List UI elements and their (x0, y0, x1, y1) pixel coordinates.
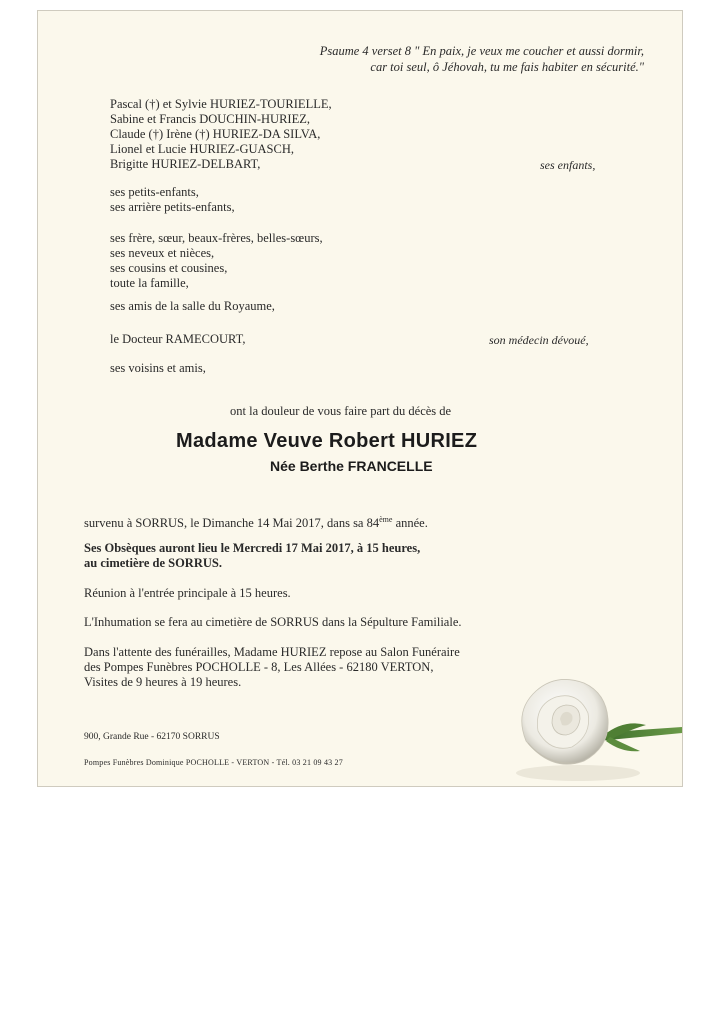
burial-line: L'Inhumation se fera au cimetière de SORRUS dans la Sépulture Familiale. (84, 615, 462, 629)
deceased-name: Madame Veuve Robert HURIEZ (176, 430, 478, 452)
grandchildren-list (110, 185, 235, 215)
rest-line: des Pompes Funèbres POCHOLLE - 8, Les Allées - 62180 VERTON, (84, 660, 434, 674)
friends-line: ses amis de la salle du Royaume, (110, 299, 275, 313)
announcement-line: ont la douleur de vous faire part du décès de (230, 404, 452, 418)
death-text: survenu à SORRUS, le Dimanche 14 Mai 2017, dans sa 84 (84, 516, 380, 531)
grandchildren-line: ses arrière petits-enfants, (110, 200, 235, 214)
funeral-home-footer: Pompes Funèbres Dominique POCHOLLE - VERTON - Tél. 03 21 09 43 27 (84, 758, 343, 767)
child-name: Lionel et Lucie HURIEZ-GUASCH, (110, 142, 294, 156)
child-name: Claude (†) Irène (†) HURIEZ-DA SILVA, (110, 127, 321, 141)
family-line: ses frère, sœur, beaux-frères, belles-sœurs, (110, 231, 323, 245)
family-line: toute la famille, (110, 276, 189, 290)
meeting-line: Réunion à l'entrée principale à 15 heures. (84, 586, 291, 600)
rest-info (84, 645, 460, 690)
psalm-line-2: car toi seul, ô Jéhovah, tu me fais habiter en sécurité." (370, 60, 644, 74)
neighbours-line: ses voisins et amis, (110, 361, 206, 375)
children-role: ses enfants, (540, 158, 596, 172)
death-suffix: année. (392, 516, 428, 531)
obituary-card (37, 10, 683, 787)
child-name: Pascal (†) et Sylvie HURIEZ-TOURIELLE, (110, 97, 332, 111)
family-line: ses cousins et cousines, (110, 261, 228, 275)
doctor-role: son médecin dévoué, (489, 333, 589, 347)
psalm-line-1: Psaume 4 verset 8 " En paix, je veux me coucher et aussi dormir, (319, 44, 644, 58)
funeral-line-2: au cimetière de SORRUS. (84, 556, 222, 570)
address-line: 900, Grande Rue - 62170 SORRUS (84, 732, 220, 742)
rest-line: Visites de 9 heures à 19 heures. (84, 675, 242, 689)
doctor-line: le Docteur RAMECOURT, (110, 332, 246, 346)
family-line: ses neveux et nièces, (110, 246, 215, 260)
white-rose-image (506, 661, 684, 786)
funeral-line-1: Ses Obsèques auront lieu le Mercredi 17 Mai 2017, à 15 heures, (84, 541, 421, 555)
grandchildren-line: ses petits-enfants, (110, 185, 199, 199)
funeral-info (84, 541, 420, 571)
psalm-quote (320, 43, 644, 75)
death-line (84, 512, 428, 531)
child-name: Brigitte HURIEZ-DELBART, (110, 157, 261, 171)
children-list (110, 97, 332, 172)
deceased-maiden-name: Née Berthe FRANCELLE (270, 458, 433, 474)
family-list (110, 231, 323, 291)
child-name: Sabine et Francis DOUCHIN-HURIEZ, (110, 112, 310, 126)
rest-line: Dans l'attente des funérailles, Madame HURIEZ repose au Salon Funéraire (84, 645, 460, 659)
death-ordinal: ème (379, 515, 393, 524)
